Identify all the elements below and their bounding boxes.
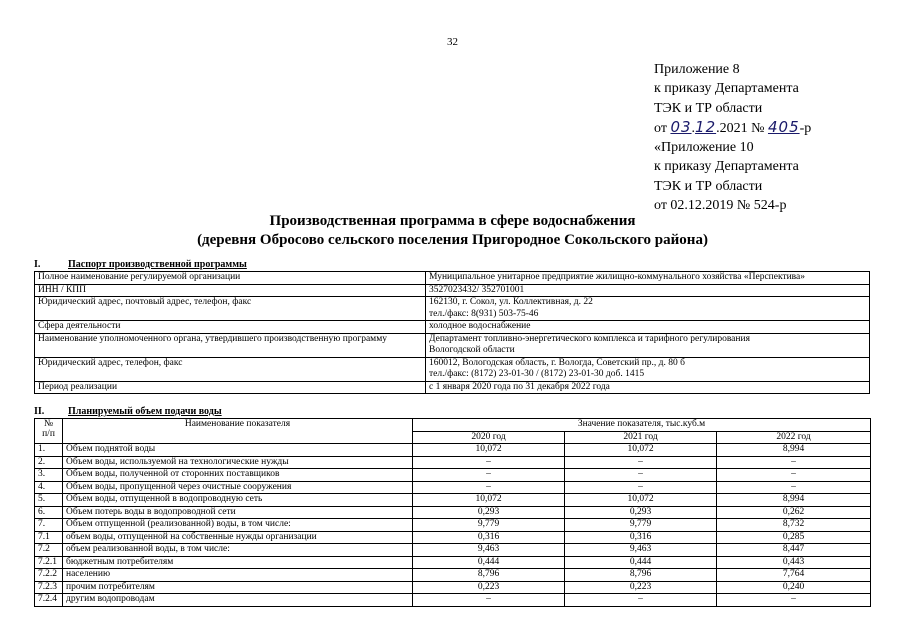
row-value: –	[565, 469, 717, 482]
row-value: 10,072	[565, 494, 717, 507]
header-name: Наименование показателя	[63, 419, 413, 444]
passport-value-line: тел./факс: (8172) 23-01-30 / (8172) 23-01-30 доб. 1415	[429, 369, 645, 379]
row-value: 0,444	[413, 556, 565, 569]
row-value: 9,463	[413, 544, 565, 557]
handwritten-order-number: 405	[767, 117, 800, 136]
row-number: 2.	[35, 456, 63, 469]
page-number: 32	[447, 36, 458, 48]
appendix-line: ТЭК и ТР области	[654, 100, 763, 116]
passport-table	[34, 271, 870, 394]
passport-label: Юридический адрес, почтовый адрес, телефон, факс	[35, 297, 426, 321]
passport-label: Наименование уполномоченного органа, утвердившего производственную программу	[35, 333, 426, 357]
row-number: 7.1	[35, 531, 63, 544]
table-header-row	[35, 419, 871, 432]
row-number: 7.2.2	[35, 569, 63, 582]
title-line: (деревня Обросово сельского поселения Пригородное Сокольского района)	[197, 232, 708, 248]
row-value: 0,293	[565, 506, 717, 519]
row-name: населению	[63, 569, 413, 582]
row-name: Объем отпущенной (реализованной) воды, в том числе:	[63, 519, 413, 532]
row-value: 8,994	[717, 494, 871, 507]
row-number: 7.2.3	[35, 581, 63, 594]
row-value: 0,223	[565, 581, 717, 594]
row-name: Объем воды, отпущенной в водопроводную сеть	[63, 494, 413, 507]
passport-value-line: Муниципальное унитарное предприятие жилищно-коммунального хозяйства «Перспектива»	[429, 272, 806, 282]
row-value: –	[565, 481, 717, 494]
order-suffix: -р	[799, 120, 812, 136]
passport-row	[35, 284, 870, 297]
passport-row	[35, 321, 870, 334]
row-value: 8,796	[565, 569, 717, 582]
header-year: 2021 год	[565, 431, 717, 444]
passport-value	[426, 297, 870, 321]
row-value: 10,072	[413, 444, 565, 457]
row-value: 8,994	[717, 444, 871, 457]
handwritten-day: 03	[670, 117, 692, 136]
passport-value-line: 3527023432/ 352701001	[429, 284, 525, 295]
document-title	[0, 212, 905, 250]
section-number: I.	[34, 259, 41, 270]
row-value: 10,072	[413, 494, 565, 507]
date-prefix: от	[654, 120, 667, 136]
row-name: бюджетным потребителям	[63, 556, 413, 569]
passport-label: ИНН / КПП	[35, 284, 426, 297]
row-value: –	[717, 469, 871, 482]
row-value: –	[717, 481, 871, 494]
water-volume-table	[34, 418, 871, 607]
row-value: –	[413, 469, 565, 482]
passport-value-line: тел./факс: 8(931) 503-75-46	[429, 308, 539, 319]
header-year: 2020 год	[413, 431, 565, 444]
table-row	[35, 581, 871, 594]
section-heading	[34, 406, 222, 417]
table-row	[35, 569, 871, 582]
appendix-line: от 02.12.2019 № 524-р	[654, 198, 787, 214]
appendix-line: к приказу Департамента	[654, 159, 799, 175]
passport-value	[426, 284, 870, 297]
section-title: Планируемый объем подачи воды	[68, 406, 222, 417]
passport-value	[426, 357, 870, 381]
row-value: –	[565, 594, 717, 607]
row-value: –	[413, 456, 565, 469]
section-title: Паспорт производственной программы	[68, 259, 247, 270]
row-value: 0,443	[717, 556, 871, 569]
table-row	[35, 544, 871, 557]
row-value: 0,262	[717, 506, 871, 519]
table-row	[35, 444, 871, 457]
date-year: .2021 №	[716, 120, 765, 136]
passport-value	[426, 272, 870, 285]
passport-label: Сфера деятельности	[35, 321, 426, 334]
passport-row	[35, 357, 870, 381]
row-name: прочим потребителям	[63, 581, 413, 594]
row-number: 5.	[35, 494, 63, 507]
passport-value-line: Департамент топливно-энергетического комплекса и тарифного регулирования	[429, 333, 750, 344]
row-number: 7.2	[35, 544, 63, 557]
passport-value-line: Вологодской области	[429, 345, 515, 355]
row-name: Объем воды, используемой на технологические нужды	[63, 456, 413, 469]
row-value: 0,285	[717, 531, 871, 544]
section-number: II.	[34, 406, 45, 417]
passport-value-line: 162130, г. Сокол, ул. Коллективная, д. 22	[429, 297, 593, 307]
passport-value-line: с 1 января 2020 года по 31 декабря 2022 года	[429, 381, 610, 392]
row-number: 7.2.1	[35, 556, 63, 569]
passport-row	[35, 297, 870, 321]
appendix-line: «Приложение 10	[654, 140, 754, 156]
row-number: 3.	[35, 469, 63, 482]
appendix-date-line: от 03.12.2021 № 405-р	[654, 117, 812, 136]
row-name: другим водопроводам	[63, 594, 413, 607]
header-num: № п/п	[35, 419, 63, 444]
row-value: –	[565, 456, 717, 469]
row-value: 9,779	[565, 519, 717, 532]
passport-value	[426, 381, 870, 394]
passport-value-line: 160012, Вологодская область, г. Вологда, Советский пр., д. 80 б	[429, 357, 685, 368]
handwritten-month: 12	[695, 117, 717, 136]
passport-value	[426, 333, 870, 357]
row-name: Объем воды, пропущенной через очистные сооружения	[63, 481, 413, 494]
table-row	[35, 556, 871, 569]
row-name: Объем воды, полученной от сторонних поставщиков	[63, 469, 413, 482]
passport-row	[35, 272, 870, 285]
row-name: Объем поднятой воды	[63, 444, 413, 457]
row-value: 7,764	[717, 569, 871, 582]
row-value: 9,779	[413, 519, 565, 532]
title-line: Производственная программа в сфере водоснабжения	[269, 213, 636, 229]
appendix-line: ТЭК и ТР области	[654, 178, 763, 194]
row-value: –	[717, 456, 871, 469]
row-value: 0,240	[717, 581, 871, 594]
row-value: 0,444	[565, 556, 717, 569]
appendix-line: к приказу Департамента	[654, 81, 799, 97]
section-heading	[34, 259, 247, 270]
table-row	[35, 481, 871, 494]
table-row	[35, 519, 871, 532]
row-value: 0,316	[565, 531, 717, 544]
table-row	[35, 531, 871, 544]
passport-value-line: холодное водоснабжение	[429, 321, 531, 331]
passport-label: Юридический адрес, телефон, факс	[35, 357, 426, 381]
table-row	[35, 594, 871, 607]
passport-value	[426, 321, 870, 334]
row-name: объем воды, отпущенной на собственные нужды организации	[63, 531, 413, 544]
row-value: 9,463	[565, 544, 717, 557]
row-value: 8,796	[413, 569, 565, 582]
row-value: –	[717, 594, 871, 607]
appendix-block	[654, 60, 811, 215]
table-row	[35, 456, 871, 469]
row-number: 1.	[35, 444, 63, 457]
passport-label: Период реализации	[35, 381, 426, 394]
row-number: 7.2.4	[35, 594, 63, 607]
passport-row	[35, 381, 870, 394]
row-value: –	[413, 481, 565, 494]
table-row	[35, 494, 871, 507]
row-name: Объем потерь воды в водопроводной сети	[63, 506, 413, 519]
row-value: 0,316	[413, 531, 565, 544]
row-value: 0,223	[413, 581, 565, 594]
header-group: Значение показателя, тыс.куб.м	[413, 419, 871, 432]
row-value: 0,293	[413, 506, 565, 519]
passport-row	[35, 333, 870, 357]
passport-label: Полное наименование регулируемой организации	[35, 272, 426, 285]
row-name: объем реализованной воды, в том числе:	[63, 544, 413, 557]
table-row	[35, 469, 871, 482]
row-value: 8,447	[717, 544, 871, 557]
row-number: 7.	[35, 519, 63, 532]
row-number: 6.	[35, 506, 63, 519]
header-year: 2022 год	[717, 431, 871, 444]
table-row	[35, 506, 871, 519]
row-value: 10,072	[565, 444, 717, 457]
appendix-line: Приложение 8	[654, 62, 740, 77]
row-value: 8,732	[717, 519, 871, 532]
row-value: –	[413, 594, 565, 607]
row-number: 4.	[35, 481, 63, 494]
